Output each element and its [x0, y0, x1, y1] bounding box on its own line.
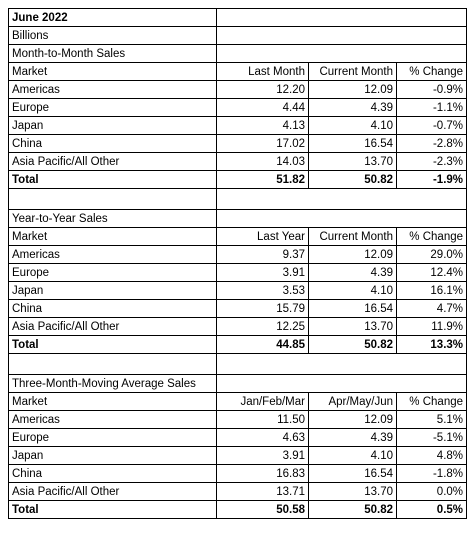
section-spacer-row — [9, 189, 467, 210]
table-row — [9, 411, 467, 429]
value-cell: 12.09 — [309, 246, 397, 264]
total-label: Total — [9, 336, 217, 354]
value-cell: 13.70 — [309, 318, 397, 336]
column-header-row — [9, 393, 467, 411]
value-cell: 4.44 — [217, 99, 309, 117]
value-cell: 5.1% — [397, 411, 467, 429]
value-cell: 4.10 — [309, 117, 397, 135]
column-header: Last Month — [217, 63, 309, 81]
value-cell: 16.54 — [309, 135, 397, 153]
market-cell: Asia Pacific/All Other — [9, 318, 217, 336]
table-row — [9, 483, 467, 501]
table-row — [9, 300, 467, 318]
value-cell: 17.02 — [217, 135, 309, 153]
report-title: June 2022 — [9, 9, 217, 27]
value-cell: 16.54 — [309, 300, 397, 318]
market-cell: China — [9, 300, 217, 318]
column-header: Current Month — [309, 63, 397, 81]
value-cell: -0.7% — [397, 117, 467, 135]
table-row — [9, 246, 467, 264]
table-row — [9, 135, 467, 153]
section-title-row — [9, 45, 467, 63]
value-cell: 4.7% — [397, 300, 467, 318]
column-header: Market — [9, 228, 217, 246]
value-cell: 12.20 — [217, 81, 309, 99]
section-title: Year-to-Year Sales — [9, 210, 217, 228]
empty-cell — [217, 27, 467, 45]
total-value: 50.82 — [309, 171, 397, 189]
table-row — [9, 282, 467, 300]
market-cell: China — [9, 465, 217, 483]
value-cell: 16.54 — [309, 465, 397, 483]
empty-cell — [217, 375, 467, 393]
empty-cell — [217, 354, 467, 375]
value-cell: 13.70 — [309, 153, 397, 171]
section-title-row — [9, 375, 467, 393]
value-cell: -5.1% — [397, 429, 467, 447]
units-label: Billions — [9, 27, 217, 45]
column-header: % Change — [397, 228, 467, 246]
empty-cell — [217, 210, 467, 228]
total-value: 50.82 — [309, 336, 397, 354]
table-row — [9, 318, 467, 336]
empty-cell — [217, 45, 467, 63]
value-cell: -2.8% — [397, 135, 467, 153]
empty-cell — [9, 189, 217, 210]
section-title-row — [9, 210, 467, 228]
value-cell: 12.09 — [309, 411, 397, 429]
total-value: 13.3% — [397, 336, 467, 354]
value-cell: 29.0% — [397, 246, 467, 264]
market-cell: Asia Pacific/All Other — [9, 483, 217, 501]
value-cell: 12.25 — [217, 318, 309, 336]
section-title: Month-to-Month Sales — [9, 45, 217, 63]
value-cell: 4.13 — [217, 117, 309, 135]
sales-table-body — [9, 9, 467, 519]
section-title: Three-Month-Moving Average Sales — [9, 375, 217, 393]
table-row — [9, 447, 467, 465]
total-row — [9, 501, 467, 519]
empty-cell — [217, 9, 467, 27]
market-cell: Americas — [9, 411, 217, 429]
total-row — [9, 171, 467, 189]
value-cell: 13.71 — [217, 483, 309, 501]
column-header: Current Month — [309, 228, 397, 246]
value-cell: -1.1% — [397, 99, 467, 117]
value-cell: 11.9% — [397, 318, 467, 336]
value-cell: -1.8% — [397, 465, 467, 483]
column-header: Last Year — [217, 228, 309, 246]
report-title-row — [9, 9, 467, 27]
column-header: % Change — [397, 63, 467, 81]
total-value: 51.82 — [217, 171, 309, 189]
value-cell: 3.91 — [217, 447, 309, 465]
sales-table — [8, 8, 467, 519]
empty-cell — [9, 354, 217, 375]
table-row — [9, 465, 467, 483]
value-cell: 0.0% — [397, 483, 467, 501]
value-cell: 13.70 — [309, 483, 397, 501]
value-cell: 14.03 — [217, 153, 309, 171]
total-value: 44.85 — [217, 336, 309, 354]
value-cell: 4.10 — [309, 282, 397, 300]
value-cell: 12.4% — [397, 264, 467, 282]
total-row — [9, 336, 467, 354]
total-label: Total — [9, 501, 217, 519]
value-cell: 15.79 — [217, 300, 309, 318]
empty-cell — [217, 189, 467, 210]
total-value: 50.58 — [217, 501, 309, 519]
section-spacer-row — [9, 354, 467, 375]
table-row — [9, 153, 467, 171]
units-row — [9, 27, 467, 45]
total-label: Total — [9, 171, 217, 189]
market-cell: Japan — [9, 447, 217, 465]
value-cell: 3.53 — [217, 282, 309, 300]
market-cell: Asia Pacific/All Other — [9, 153, 217, 171]
value-cell: 16.1% — [397, 282, 467, 300]
value-cell: 4.39 — [309, 264, 397, 282]
table-row — [9, 429, 467, 447]
total-value: 0.5% — [397, 501, 467, 519]
market-cell: China — [9, 135, 217, 153]
value-cell: 16.83 — [217, 465, 309, 483]
column-header-row — [9, 63, 467, 81]
column-header-row — [9, 228, 467, 246]
column-header: Market — [9, 393, 217, 411]
value-cell: 3.91 — [217, 264, 309, 282]
market-cell: Japan — [9, 282, 217, 300]
market-cell: Europe — [9, 99, 217, 117]
market-cell: Japan — [9, 117, 217, 135]
market-cell: Americas — [9, 81, 217, 99]
value-cell: 4.10 — [309, 447, 397, 465]
table-row — [9, 99, 467, 117]
column-header: Market — [9, 63, 217, 81]
market-cell: Europe — [9, 429, 217, 447]
value-cell: -2.3% — [397, 153, 467, 171]
table-row — [9, 264, 467, 282]
value-cell: -0.9% — [397, 81, 467, 99]
value-cell: 4.39 — [309, 429, 397, 447]
table-row — [9, 81, 467, 99]
value-cell: 12.09 — [309, 81, 397, 99]
market-cell: Americas — [9, 246, 217, 264]
total-value: 50.82 — [309, 501, 397, 519]
value-cell: 9.37 — [217, 246, 309, 264]
value-cell: 11.50 — [217, 411, 309, 429]
total-value: -1.9% — [397, 171, 467, 189]
column-header: Apr/May/Jun — [309, 393, 397, 411]
column-header: % Change — [397, 393, 467, 411]
value-cell: 4.8% — [397, 447, 467, 465]
table-row — [9, 117, 467, 135]
value-cell: 4.63 — [217, 429, 309, 447]
market-cell: Europe — [9, 264, 217, 282]
column-header: Jan/Feb/Mar — [217, 393, 309, 411]
value-cell: 4.39 — [309, 99, 397, 117]
